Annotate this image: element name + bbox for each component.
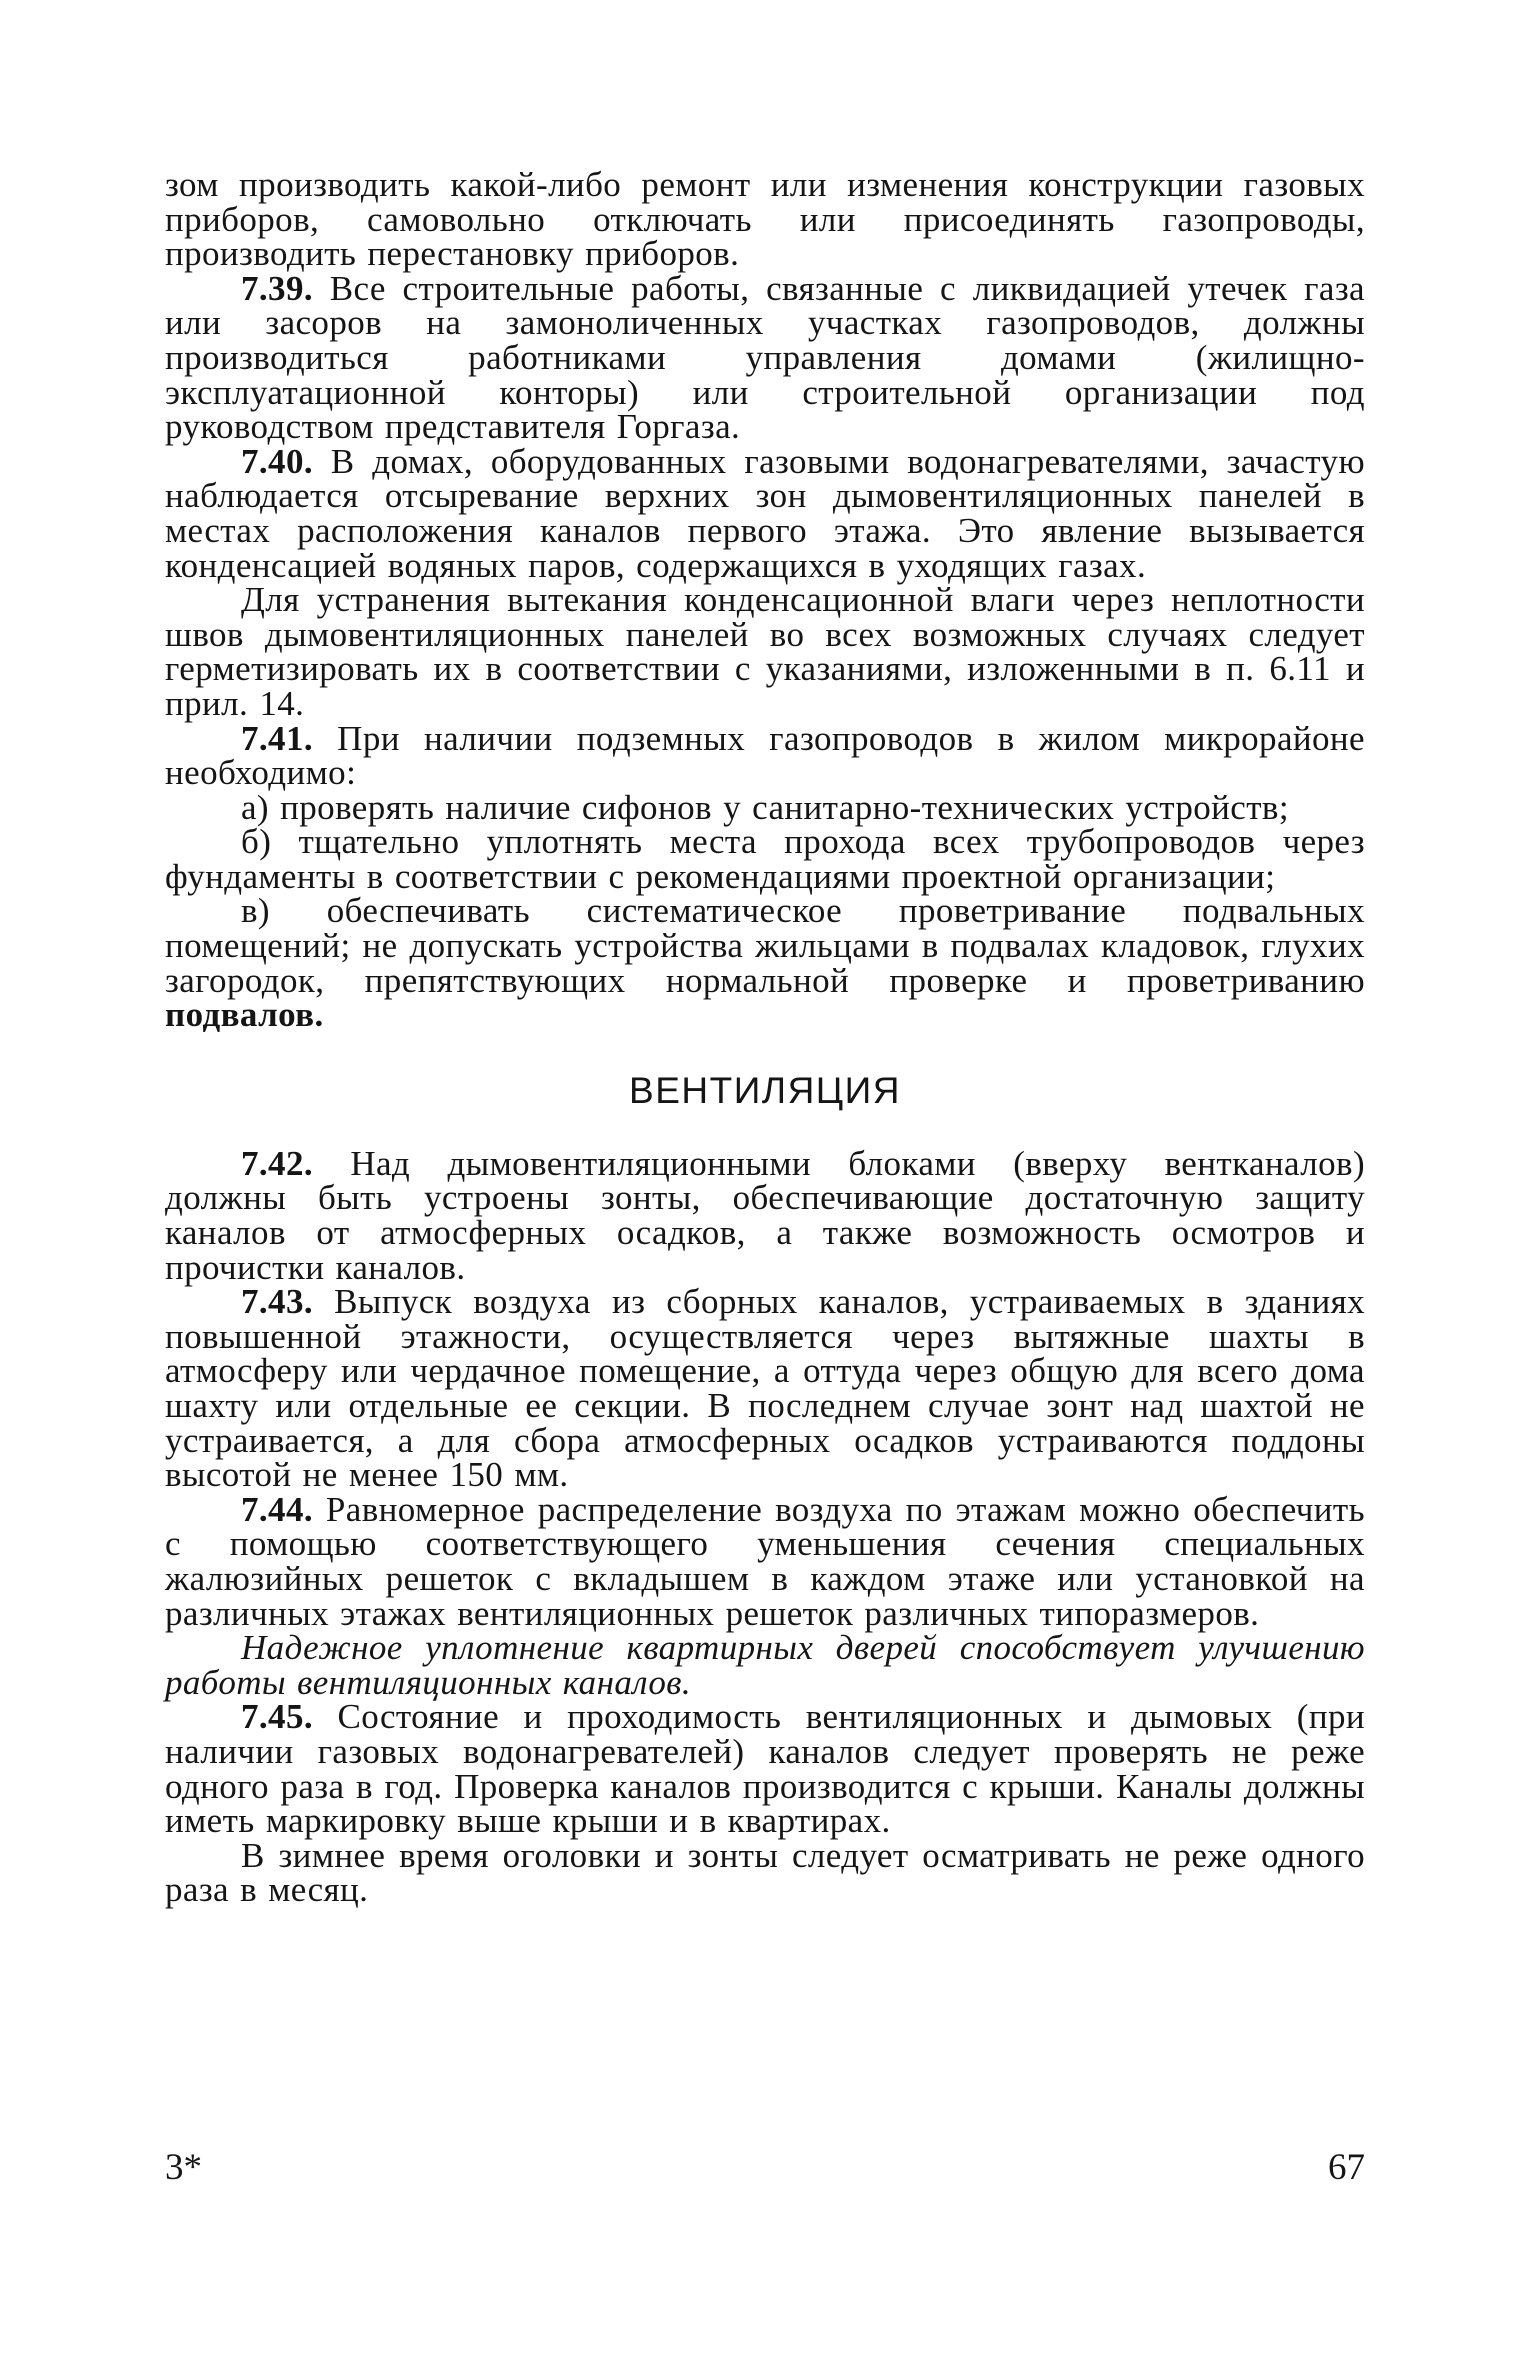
paragraph — [165, 1697, 1365, 1841]
book-page — [165, 165, 1365, 2318]
body-text-bottom — [165, 1143, 1365, 1910]
paragraph-text: Для устранения вытекания конденсационной влаги через неплотности швов дымовентиляционных панелей во всех возможных случаях следует герметизировать их в соответствии с указаниями, изложенными в п. 6.11 и прил. 14. — [165, 580, 1365, 723]
paragraph-text: Надежное уплотнение квартирных дверей способствует улучшению работы вентиляционных каналов. — [165, 1628, 1365, 1702]
clause-number: 7.42. — [241, 1143, 313, 1183]
paragraph — [165, 580, 1365, 723]
paragraph — [165, 165, 1365, 274]
paragraph-text: Равномерное распределение воздуха по этажам можно обеспечить с помощью соответствующего уменьшения сечения специальных жалюзийных решеток с вкладышем в каждом этаже или установкой на различных этажах вентиляционных решеток различных типоразмеров. — [165, 1489, 1365, 1633]
paragraph — [165, 787, 1365, 827]
paragraph-text: в) обеспечивать систематическое проветривание подвальных помещений; не допускать устройства жильцами в подвалах кладовок, глухих загородок, препятствующих нормальной проверке и проветриванию — [165, 891, 1365, 1000]
clause-number: 7.43. — [241, 1282, 313, 1322]
clause-number: 7.41. — [241, 718, 313, 758]
paragraph — [165, 1835, 1365, 1910]
paragraph-text: б) тщательно уплотнять места прохода всех трубопроводов через фундаменты в соответствии с рекомендациями проектной организации; — [165, 822, 1365, 896]
paragraph-text: При наличии подземных газопроводов в жилом микрорайоне необходимо: — [165, 718, 1365, 793]
printer-signature: 3* — [165, 2147, 202, 2188]
paragraph — [165, 891, 1365, 1035]
paragraph — [165, 441, 1365, 585]
paragraph — [165, 822, 1365, 896]
paragraph-text: Состояние и проходимость вентиляционных и дымовых (при наличии газовых водонагревателей) каналов следует проверять не реже одного раза в год. Проверка каналов производится с крыши. Каналы должны иметь маркировку выше крыши и в квартирах. — [165, 1697, 1365, 1841]
paragraph — [165, 1628, 1365, 1702]
section-heading: ВЕНТИЛЯЦИЯ — [629, 1069, 901, 1111]
paragraph — [165, 718, 1365, 793]
paragraph-text: а) проверять наличие сифонов у санитарно-технических устройств; — [241, 787, 1289, 827]
paragraph-text: Над дымовентиляционными блоками (вверху вентканалов) должны быть устроены зонты, обеспечивающие достаточную защиту каналов от атмосферных осадков, а также возможность осмотров и прочистки каналов. — [165, 1143, 1365, 1287]
paragraph — [165, 268, 1365, 447]
paragraph-text: В зимнее время оголовки и зонты следует осматривать не реже одного раза в месяц. — [165, 1835, 1365, 1910]
paragraph-text-bold: подвалов. — [165, 995, 324, 1035]
paragraph — [165, 1489, 1365, 1633]
page-number: 67 — [1328, 2147, 1365, 2188]
paragraph — [165, 1143, 1365, 1287]
paragraph-text: Все строительные работы, связанные с ликвидацией утечек газа или засоров на замоноличенных участках газопроводов, должны производиться работниками управления домами (жилищно-эксплуатационной конторы) или строительной организации под руководством представителя Горгаза. — [165, 268, 1365, 447]
paragraph-text: Выпуск воздуха из сборных каналов, устраиваемых в зданиях повышенной этажности, осуществляется через вытяжные шахты в атмосферу или чердачное помещение, а оттуда через общую для всего дома шахту или отдельные ее секции. В последнем случае зонт над шахтой не устраивается, а для сбора атмосферных осадков устраиваются поддоны высотой не менее 150 мм. — [165, 1282, 1365, 1495]
clause-number: 7.39. — [241, 268, 313, 308]
clause-number: 7.40. — [241, 441, 313, 481]
body-text-top — [165, 165, 1365, 1035]
clause-number: 7.44. — [241, 1489, 313, 1529]
paragraph — [165, 1282, 1365, 1495]
clause-number: 7.45. — [241, 1697, 313, 1737]
paragraph-text: В домах, оборудованных газовыми водонагревателями, зачастую наблюдается отсыревание верхних зон дымовентиляционных панелей в местах расположения каналов первого этажа. Это явление вызывается конденсацией водяных паров, содержащихся в уходящих газах. — [165, 441, 1365, 585]
paragraph-text: зом производить какой-либо ремонт или изменения конструкции газовых приборов, самовольно отключать или присоединять газопроводы, производить перестановку приборов. — [165, 165, 1365, 274]
